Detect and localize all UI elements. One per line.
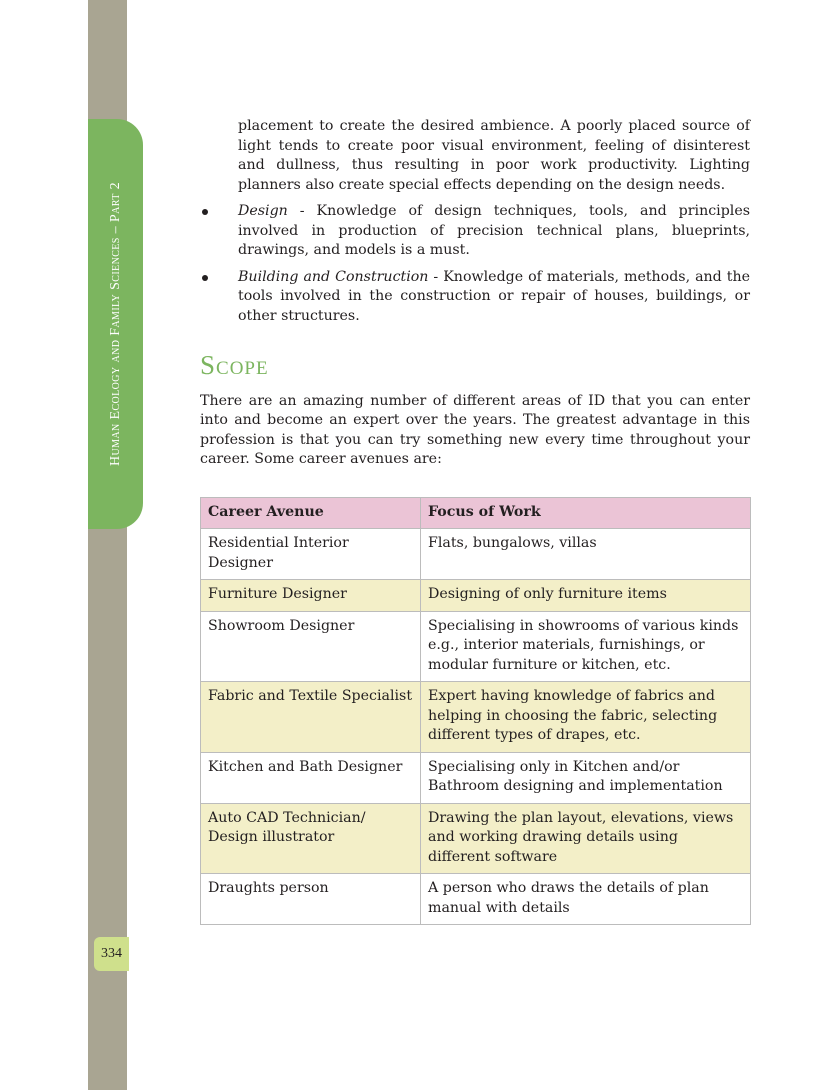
bullet-item-building [200, 268, 750, 327]
intro-continuation: placement to create the desired ambience. A poorly placed source of light tends to create poor visual environment, feeling of disinterest and dullness, thus resulting in poor work productivity. Lighting planners also create special effects depending on the design needs. [238, 118, 750, 193]
page-number: 334 [94, 937, 129, 971]
table-row [201, 682, 751, 753]
bullet-text: - Knowledge of design techniques, tools, and principles involved in production of precision technical plans, blueprints, drawings, and models is a must. [238, 203, 750, 258]
table-row [201, 874, 751, 925]
table-row [201, 803, 751, 874]
table-row [201, 752, 751, 803]
focus-of-work-cell: Expert having knowledge of fabrics and helping in choosing the fabric, selecting different types of drapes, etc. [421, 682, 751, 753]
header-career-avenue: Career Avenue [201, 497, 421, 529]
focus-of-work-cell: Specialising in showrooms of various kinds e.g., interior materials, furnishings, or modular furniture or kitchen, etc. [421, 611, 751, 682]
bullet-term: Design [238, 203, 288, 219]
scope-paragraph: There are an amazing number of different areas of ID that you can enter into and become an expert over the years. The greatest advantage in this profession is that you can try something new every time throughout your career. Some career avenues are: [200, 392, 750, 467]
table-row [201, 580, 751, 612]
focus-of-work-cell: Designing of only furniture items [421, 580, 751, 612]
running-title: Human Ecology and Family Sciences – Part 2 [108, 181, 123, 467]
career-table [200, 497, 751, 926]
focus-of-work-cell: Specialising only in Kitchen and/or Bathroom designing and implementation [421, 752, 751, 803]
bullet-icon [202, 209, 208, 215]
table-row [201, 611, 751, 682]
table-row [201, 529, 751, 580]
bullet-text: - Knowledge of materials, methods, and the tools involved in the construction or repair of houses, buildings, or other structures. [238, 268, 750, 324]
career-avenue-cell: Fabric and Textile Specialist [201, 682, 421, 753]
focus-of-work-cell: Drawing the plan layout, elevations, views and working drawing details using different software [421, 803, 751, 874]
table-header-row [201, 497, 751, 529]
header-focus-of-work: Focus of Work [421, 497, 751, 529]
focus-of-work-cell: A person who draws the details of plan manual with details [421, 874, 751, 925]
career-avenue-cell: Auto CAD Technician/ Design illustrator [201, 803, 421, 874]
career-avenue-cell: Residential Interior Designer [201, 529, 421, 580]
bullet-term: Building and Construction [238, 268, 429, 285]
section-heading-scope: Scope [200, 350, 269, 380]
career-avenue-cell: Showroom Designer [201, 611, 421, 682]
career-avenue-cell: Kitchen and Bath Designer [201, 752, 421, 803]
career-avenue-cell: Draughts person [201, 874, 421, 925]
career-avenue-cell: Furniture Designer [201, 580, 421, 612]
main-content [200, 117, 750, 925]
bullet-item-design [200, 202, 750, 261]
focus-of-work-cell: Flats, bungalows, villas [421, 529, 751, 580]
bullet-icon [202, 275, 208, 281]
